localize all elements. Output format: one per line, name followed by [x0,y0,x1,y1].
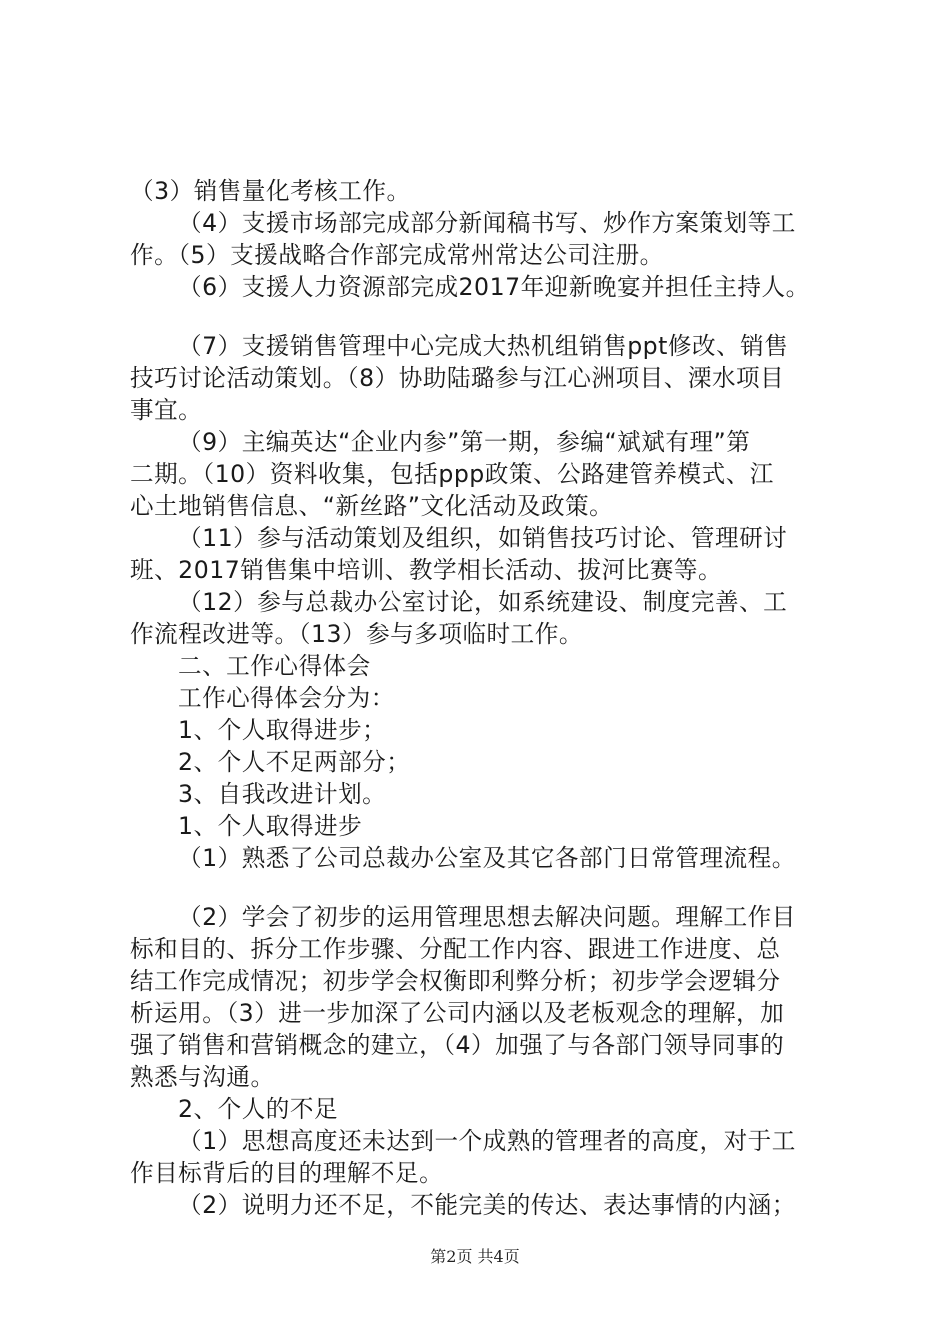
text-line: （9）主编英达“企业内参”第一期，参编“斌斌有理”第 [178,428,751,456]
text-line: （2）学会了初步的运用管理思想去解决问题。理解工作目 [178,903,796,931]
subsection-heading: 2、个人的不足 [178,1095,339,1123]
text-line: 作目标背后的目的理解不足。 [130,1159,444,1187]
text-line: 熟悉与沟通。 [130,1063,275,1091]
text-line: （12）参与总裁办公室讨论，如系统建设、制度完善、工 [178,588,788,616]
text-line: 班、2017销售集中培训、教学相长活动、拔河比赛等。 [130,556,723,584]
text-line: 1、个人取得进步； [178,716,387,744]
text-line: （1）思想高度还未达到一个成熟的管理者的高度，对于工 [178,1127,796,1155]
text-line: 工作心得体会分为： [178,684,395,712]
text-line: 标和目的、拆分工作步骤、分配工作内容、跟进工作进度、总 [130,935,781,963]
page-footer: 第2页 共4页 [430,1247,520,1266]
text-line: （1）熟悉了公司总裁办公室及其它各部门日常管理流程。 [178,844,796,872]
text-line: 作。（5）支援战略合作部完成常州常达公司注册。 [130,241,664,269]
text-line: （4）支援市场部完成部分新闻稿书写、炒作方案策划等工 [178,209,796,237]
text-line: 3、自我改进计划。 [178,780,387,808]
text-line: （11）参与活动策划及组织，如销售技巧讨论、管理研讨 [178,524,788,552]
text-line: 强了销售和营销概念的建立，（4）加强了与各部门领导同事的 [130,1031,785,1059]
text-line: 心土地销售信息、“新丝路”文化活动及政策。 [130,492,614,520]
text-line: （3）销售量化考核工作。 [130,177,411,205]
text-line: 2、个人不足两部分； [178,748,411,776]
text-line: 作流程改进等。（13）参与多项临时工作。 [130,620,583,648]
text-line: （6）支援人力资源部完成2017年迎新晚宴并担任主持人。 [178,273,810,301]
text-line: 技巧讨论活动策划。（8）协助陆璐参与江心洲项目、溧水项目 [130,364,785,392]
text-line: 析运用。（3）进一步加深了公司内涵以及老板观念的理解，加 [130,999,785,1027]
text-line: 事宜。 [130,396,203,424]
text-line: （7）支援销售管理中心完成大热机组销售ppt修改、销售 [178,332,789,360]
text-line: 结工作完成情况；初步学会权衡即利弊分析；初步学会逻辑分 [130,967,781,995]
text-line: （2）说明力还不足，不能完美的传达、表达事情的内涵； [178,1191,796,1219]
section-heading: 二、工作心得体会 [178,652,371,680]
subsection-heading: 1、个人取得进步 [178,812,363,840]
text-line: 二期。（10）资料收集，包括ppp政策、公路建管养模式、江 [130,460,774,488]
